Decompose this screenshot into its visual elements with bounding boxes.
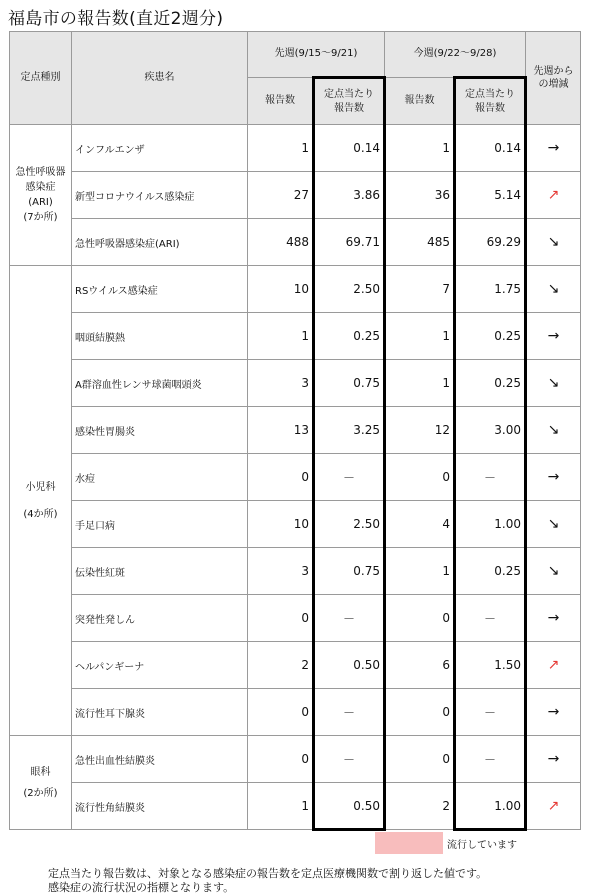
trend-icon: ↘ bbox=[526, 219, 581, 266]
trend-icon: → bbox=[526, 125, 581, 172]
footnote bbox=[48, 867, 487, 895]
disease-name: 突発性発しん bbox=[72, 595, 248, 642]
disease-name: 新型コロナウイルス感染症 bbox=[72, 172, 248, 219]
cur-reports: 485 bbox=[385, 219, 455, 266]
footnote-line2: 感染症の流行状況の指標となります。 bbox=[48, 881, 235, 894]
header-disease: 疾患名 bbox=[72, 32, 248, 125]
cur-rate: － bbox=[455, 736, 526, 783]
legend-text: 流行しています bbox=[447, 840, 517, 851]
header-prev-reports: 報告数 bbox=[248, 78, 314, 125]
disease-name: 急性呼吸器感染症(ARI) bbox=[72, 219, 248, 266]
cur-reports: 1 bbox=[385, 360, 455, 407]
trend-icon: → bbox=[526, 313, 581, 360]
category-ari-line2: 感染症 bbox=[25, 182, 56, 193]
header-change-line2: の増減 bbox=[538, 79, 569, 90]
cur-rate: 1.50 bbox=[455, 642, 526, 689]
prev-rate: 3.25 bbox=[314, 407, 385, 454]
prev-reports: 10 bbox=[248, 501, 314, 548]
header-this-week: 今週(9/22～9/28) bbox=[385, 32, 526, 78]
prev-reports: 0 bbox=[248, 689, 314, 736]
report-table bbox=[9, 31, 581, 831]
disease-name: 水痘 bbox=[72, 454, 248, 501]
prev-reports: 488 bbox=[248, 219, 314, 266]
prev-rate: 0.50 bbox=[314, 642, 385, 689]
disease-name: ヘルパンギーナ bbox=[72, 642, 248, 689]
header-category: 定点種別 bbox=[10, 32, 72, 125]
header-prev-rate bbox=[314, 78, 385, 125]
prev-reports: 13 bbox=[248, 407, 314, 454]
prev-rate: － bbox=[314, 736, 385, 783]
trend-icon: ↘ bbox=[526, 407, 581, 454]
prev-reports: 1 bbox=[248, 783, 314, 830]
cur-rate: 69.29 bbox=[455, 219, 526, 266]
trend-icon: → bbox=[526, 689, 581, 736]
footnote-line1: 定点当たり報告数は、対象となる感染症の報告数を定点医療機関数で割り返した値です。 bbox=[48, 867, 488, 880]
trend-icon: → bbox=[526, 454, 581, 501]
trend-icon: ↗ bbox=[526, 642, 581, 689]
prev-rate: 0.50 bbox=[314, 783, 385, 830]
cur-reports: 6 bbox=[385, 642, 455, 689]
trend-icon: ↗ bbox=[526, 783, 581, 830]
cur-rate: － bbox=[455, 454, 526, 501]
cur-reports: 36 bbox=[385, 172, 455, 219]
trend-icon: → bbox=[526, 595, 581, 642]
cur-rate: 0.14 bbox=[455, 125, 526, 172]
prev-reports: 10 bbox=[248, 266, 314, 313]
header-change bbox=[526, 32, 581, 125]
disease-name: 伝染性紅斑 bbox=[72, 548, 248, 595]
disease-name: 流行性耳下腺炎 bbox=[72, 689, 248, 736]
cur-reports: 4 bbox=[385, 501, 455, 548]
disease-name: 急性出血性結膜炎 bbox=[72, 736, 248, 783]
prev-reports: 1 bbox=[248, 125, 314, 172]
prev-rate: － bbox=[314, 595, 385, 642]
prev-reports: 3 bbox=[248, 548, 314, 595]
trend-icon: ↘ bbox=[526, 360, 581, 407]
disease-name: A群溶血性レンサ球菌咽頭炎 bbox=[72, 360, 248, 407]
prev-reports: 3 bbox=[248, 360, 314, 407]
prev-rate: 0.25 bbox=[314, 313, 385, 360]
disease-name: 流行性角結膜炎 bbox=[72, 783, 248, 830]
header-cur-rate bbox=[455, 78, 526, 125]
disease-name: インフルエンザ bbox=[72, 125, 248, 172]
disease-name: RSウイルス感染症 bbox=[72, 266, 248, 313]
trend-icon: ↘ bbox=[526, 501, 581, 548]
category-eye-line2: (2か所) bbox=[23, 787, 58, 799]
category-pediatric-line2: (4か所) bbox=[23, 508, 58, 520]
page-title: 福島市の報告数(直近2週分) bbox=[8, 9, 224, 29]
header-prev-week: 先週(9/15～9/21) bbox=[248, 32, 385, 78]
trend-icon: ↘ bbox=[526, 266, 581, 313]
cur-reports: 2 bbox=[385, 783, 455, 830]
cur-rate: － bbox=[455, 689, 526, 736]
cur-reports: 0 bbox=[385, 736, 455, 783]
prev-rate: 3.86 bbox=[314, 172, 385, 219]
category-pediatric bbox=[10, 266, 72, 736]
category-eye-line1: 眼科 bbox=[30, 766, 51, 778]
header-prev-rate-line2: 報告数 bbox=[334, 102, 364, 114]
prev-reports: 0 bbox=[248, 736, 314, 783]
cur-reports: 1 bbox=[385, 548, 455, 595]
cur-rate: 0.25 bbox=[455, 548, 526, 595]
category-eye bbox=[10, 736, 72, 830]
trend-icon: ↗ bbox=[526, 172, 581, 219]
cur-rate: － bbox=[455, 595, 526, 642]
legend-swatch bbox=[375, 832, 443, 854]
prev-reports: 0 bbox=[248, 454, 314, 501]
prev-reports: 2 bbox=[248, 642, 314, 689]
trend-icon: → bbox=[526, 736, 581, 783]
prev-rate: 69.71 bbox=[314, 219, 385, 266]
disease-name: 手足口病 bbox=[72, 501, 248, 548]
cur-rate: 1.00 bbox=[455, 501, 526, 548]
cur-reports: 12 bbox=[385, 407, 455, 454]
disease-name: 感染性胃腸炎 bbox=[72, 407, 248, 454]
header-cur-rate-line2: 報告数 bbox=[475, 102, 505, 114]
prev-reports: 1 bbox=[248, 313, 314, 360]
prev-rate: 2.50 bbox=[314, 266, 385, 313]
cur-reports: 0 bbox=[385, 454, 455, 501]
trend-icon: ↘ bbox=[526, 548, 581, 595]
category-ari-line4: (7か所) bbox=[23, 212, 58, 223]
cur-reports: 0 bbox=[385, 595, 455, 642]
prev-rate: 0.75 bbox=[314, 360, 385, 407]
prev-rate: 2.50 bbox=[314, 501, 385, 548]
prev-rate: － bbox=[314, 689, 385, 736]
cur-reports: 0 bbox=[385, 689, 455, 736]
cur-rate: 0.25 bbox=[455, 360, 526, 407]
header-cur-rate-line1: 定点当たり bbox=[465, 89, 515, 100]
prev-reports: 0 bbox=[248, 595, 314, 642]
cur-rate: 3.00 bbox=[455, 407, 526, 454]
cur-rate: 0.25 bbox=[455, 313, 526, 360]
category-ari-line1: 急性呼吸器 bbox=[15, 167, 66, 178]
header-cur-reports: 報告数 bbox=[385, 78, 455, 125]
header-prev-rate-line1: 定点当たり bbox=[324, 89, 374, 100]
prev-rate: 0.14 bbox=[314, 125, 385, 172]
cur-reports: 7 bbox=[385, 266, 455, 313]
category-pediatric-line1: 小児科 bbox=[25, 481, 56, 493]
disease-name: 咽頭結膜熱 bbox=[72, 313, 248, 360]
category-ari-line3: (ARI) bbox=[28, 197, 53, 208]
cur-reports: 1 bbox=[385, 313, 455, 360]
cur-rate: 1.75 bbox=[455, 266, 526, 313]
prev-reports: 27 bbox=[248, 172, 314, 219]
cur-rate: 5.14 bbox=[455, 172, 526, 219]
prev-rate: － bbox=[314, 454, 385, 501]
prev-rate: 0.75 bbox=[314, 548, 385, 595]
cur-reports: 1 bbox=[385, 125, 455, 172]
cur-rate: 1.00 bbox=[455, 783, 526, 830]
category-ari bbox=[10, 125, 72, 266]
header-change-line1: 先週から bbox=[533, 65, 574, 77]
